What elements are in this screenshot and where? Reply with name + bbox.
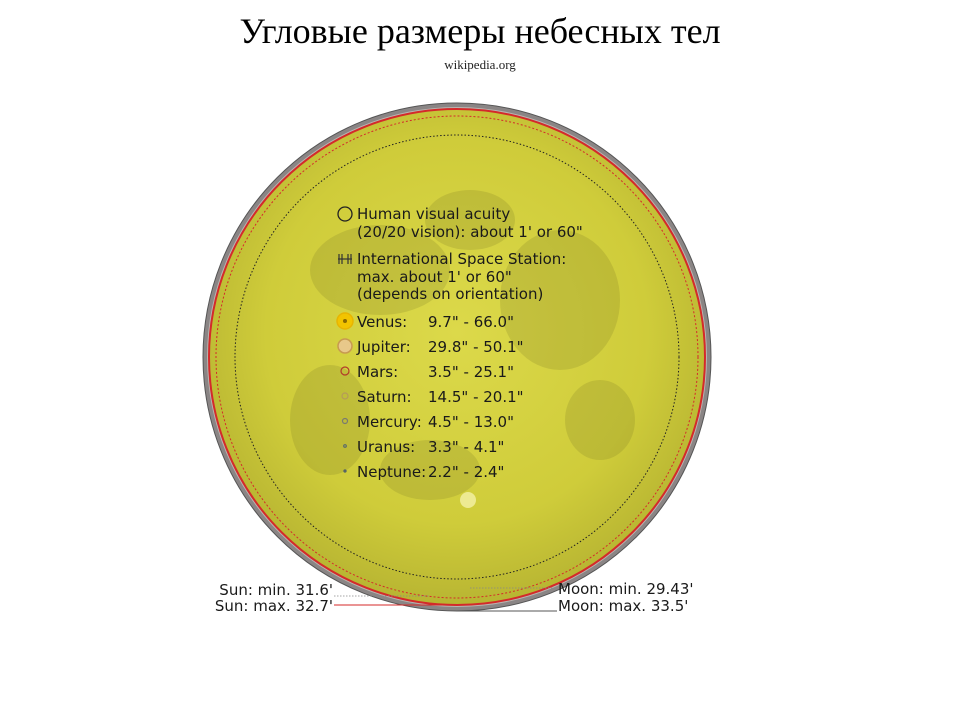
planet-range: 9.7" - 66.0" [428, 313, 515, 331]
planet-range: 3.5" - 25.1" [428, 363, 515, 381]
crater [460, 492, 476, 508]
planet-range: 14.5" - 20.1" [428, 388, 524, 406]
planet-range: 29.8" - 50.1" [428, 338, 524, 356]
iss-label-3: (depends on orientation) [357, 285, 544, 303]
planet-icon-dot [343, 319, 347, 323]
planet-name: Neptune: [357, 463, 427, 481]
iss-label-1: International Space Station: [357, 250, 567, 268]
planet-name: Mercury: [357, 413, 422, 431]
planet-range: 3.3" - 4.1" [428, 438, 505, 456]
sun-min-label: Sun: min. 31.6' [219, 581, 333, 599]
planet-name: Jupiter: [357, 338, 411, 356]
moon-min-label: Moon: min. 29.43' [558, 580, 694, 598]
acuity-label-2: (20/20 vision): about 1' or 60" [357, 223, 583, 241]
planet-name: Venus: [357, 313, 408, 331]
acuity-label-1: Human visual acuity [357, 205, 511, 223]
sun-max-circle [209, 109, 705, 605]
source-caption: wikipedia.org [444, 57, 516, 72]
planet-icon [338, 339, 352, 353]
moon-max-label: Moon: max. 33.5' [558, 597, 689, 615]
sun-max-label: Sun: max. 32.7' [214, 597, 333, 615]
planet-name: Mars: [357, 363, 399, 381]
planet-range: 4.5" - 13.0" [428, 413, 515, 431]
planet-name: Saturn: [357, 388, 412, 406]
planet-name: Uranus: [357, 438, 416, 456]
iss-label-2: max. about 1' or 60" [357, 268, 512, 286]
page-title: Угловые размеры небесных тел [239, 11, 721, 51]
planet-range: 2.2" - 2.4" [428, 463, 505, 481]
